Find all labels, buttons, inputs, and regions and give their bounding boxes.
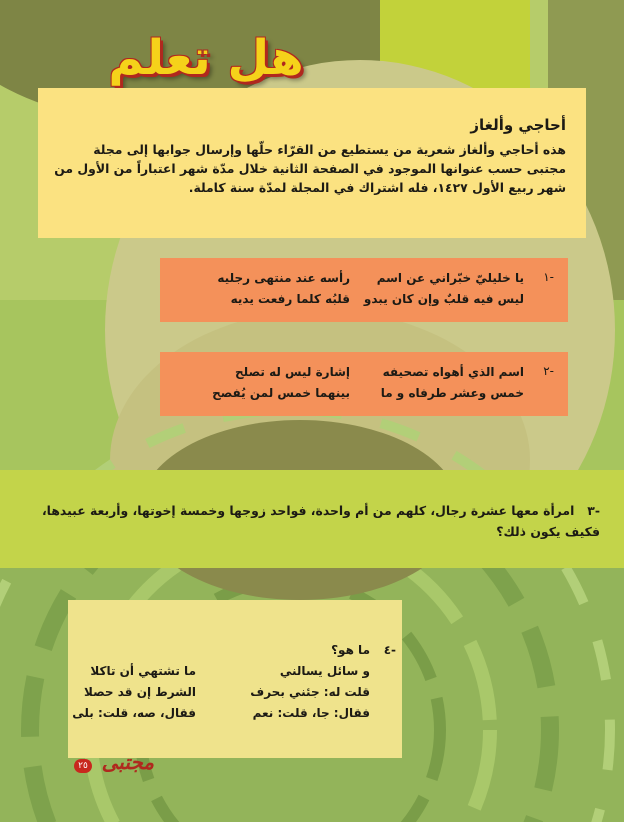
- riddle-2-line2-right: خمس وعشر طرفاه و ما: [380, 386, 524, 400]
- riddle-1-line1-left: رأسه عند منتهى رجليه: [217, 271, 350, 285]
- magazine-logo: [74, 750, 154, 780]
- riddle-4: [68, 600, 402, 758]
- riddle-4-line1-left: ما تشتهي أن تاكلا: [90, 664, 196, 678]
- riddle-1-line1-right: يا خليليّ خبّراني عن اسم: [376, 271, 524, 285]
- riddle-2-line1-left: إشارة ليس له تصلح: [235, 365, 350, 379]
- title-text: هل تعلم: [108, 30, 304, 86]
- riddle-4-line2-left: الشرط إن قد حصلا: [83, 685, 196, 699]
- riddle-1-line2-left: قلبُه كلما رفعت يديه: [230, 292, 350, 306]
- riddle-3: [0, 470, 624, 568]
- riddle-3-number: -٣: [587, 503, 600, 518]
- riddle-4-line3-right: فقال: جا، قلت: نعم: [252, 706, 370, 720]
- riddle-3-text: [14, 500, 600, 542]
- logo-text: مجتبى: [101, 750, 154, 774]
- riddle-1-line2-right: ليس فيه قلبٌ وإن كان يبدو: [363, 292, 524, 306]
- riddle-2-line2-left: بينهما خمس لمن يُفصح: [212, 386, 350, 400]
- riddle-2-line1-right: اسم الذي أهواه تصحيفه: [382, 365, 524, 379]
- page-title: [96, 18, 316, 98]
- riddle-1-number: -١: [543, 270, 554, 284]
- riddle-1: [160, 258, 568, 322]
- riddle-4-line3-left: فقال، صه، قلت: بلى: [72, 706, 196, 720]
- riddle-4-line2-right: قلت له: جئني بحرف: [250, 685, 370, 699]
- intro-heading: أحاجي وألغاز: [470, 116, 566, 134]
- riddle-2: [160, 352, 568, 416]
- riddle-4-line1-right: و سائل يسالني: [279, 664, 370, 678]
- riddle-2-number: -٢: [543, 364, 554, 378]
- intro-panel: [38, 88, 586, 238]
- intro-body: هذه أحاجي وألغاز شعرية من يستطيع من القرّاء حلّها وإرسال جوابها إلى مجلة مجتبى حسب عنوانها الموجود في الصفحة الثانية خلال مدّة شهر اعتباراً من الأول من شهر ربيع الأول ١٤٢٧، فله اشتراك في المجلة لمدّة سنة كاملة.: [54, 142, 566, 195]
- riddle-3-body: امرأة معها عشرة رجال، كلهم من أم واحدة، فواحد زوجها وخمسة إخوتها، وأربعة عبيدها، فكيف يكون ذلك؟: [41, 503, 600, 539]
- page-number-badge: ٢٥: [74, 759, 92, 773]
- riddle-4-number: -٤: [383, 643, 396, 657]
- riddle-4-question: ما هو؟: [331, 643, 370, 657]
